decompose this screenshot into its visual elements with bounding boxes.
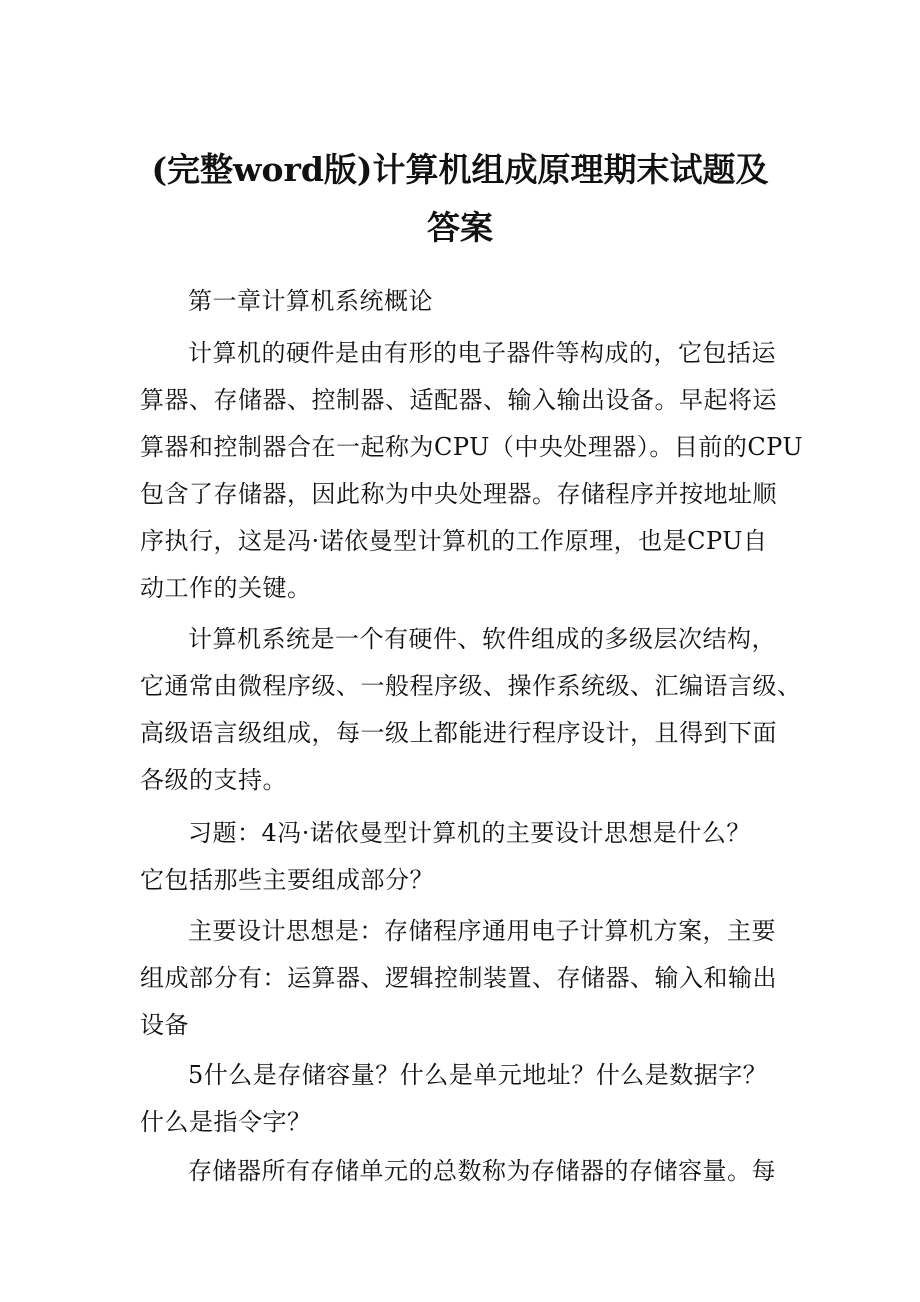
paragraph-line: 算器、存储器、控制器、适配器、输入输出设备。早起将运 [140,386,777,414]
paragraph-line: 各级的支持。 [140,766,287,794]
paragraph-line: 计算机的硬件是由有形的电子器件等构成的，它包括运 [188,339,776,367]
paragraph-line: 计算机系统是一个有硬件、软件组成的多级层次结构， [188,625,776,653]
exercise-question-4 [140,810,800,904]
paragraph-line: 它通常由微程序级、一般程序级、操作系统级、汇编语言级、 [140,672,802,700]
paragraph-line: 包含了存储器，因此称为中央处理器。存储程序并按地址顺 [140,480,777,508]
paragraph-line: 算器和控制器合在一起称为CPU（中央处理器）。目前的CPU [140,433,804,461]
document-title-line-1: (完整word版)计算机组成原理期末试题及 [151,150,769,189]
document-title-line-2: 答案 [427,208,493,247]
answer-question-4 [140,908,800,1049]
paragraph-line: 主要设计思想是：存储程序通用电子计算机方案，主要 [188,917,776,945]
paragraph-line: 它包括那些主要组成部分？ [140,866,434,894]
paragraph-line: 动工作的关键。 [140,574,312,602]
chapter-heading [140,278,800,325]
paragraph-line: 存储器所有存储单元的总数称为存储器的存储容量。每 [188,1157,776,1185]
paragraph-line: 5什么是存储容量？什么是单元地址？什么是数据字？ [188,1061,768,1089]
paragraph-line: 习题：4冯·诺依曼型计算机的主要设计思想是什么？ [188,819,751,847]
exercise-question-5 [140,1052,800,1146]
paragraph-line: 设备 [140,1011,189,1039]
paragraph-hardware [140,330,804,612]
paragraph-line: 组成部分有：运算器、逻辑控制装置、存储器、输入和输出 [140,964,777,992]
paragraph-line: 高级语言级组成，每一级上都能进行程序设计，且得到下面 [140,719,777,747]
paragraph-line: 序执行，这是冯·诺依曼型计算机的工作原理，也是CPU自 [140,527,768,555]
answer-question-5 [140,1148,800,1195]
paragraph-system-hierarchy [140,616,800,804]
chapter-heading-text: 第一章计算机系统概论 [188,287,433,315]
paragraph-line: 什么是指令字？ [140,1108,312,1136]
